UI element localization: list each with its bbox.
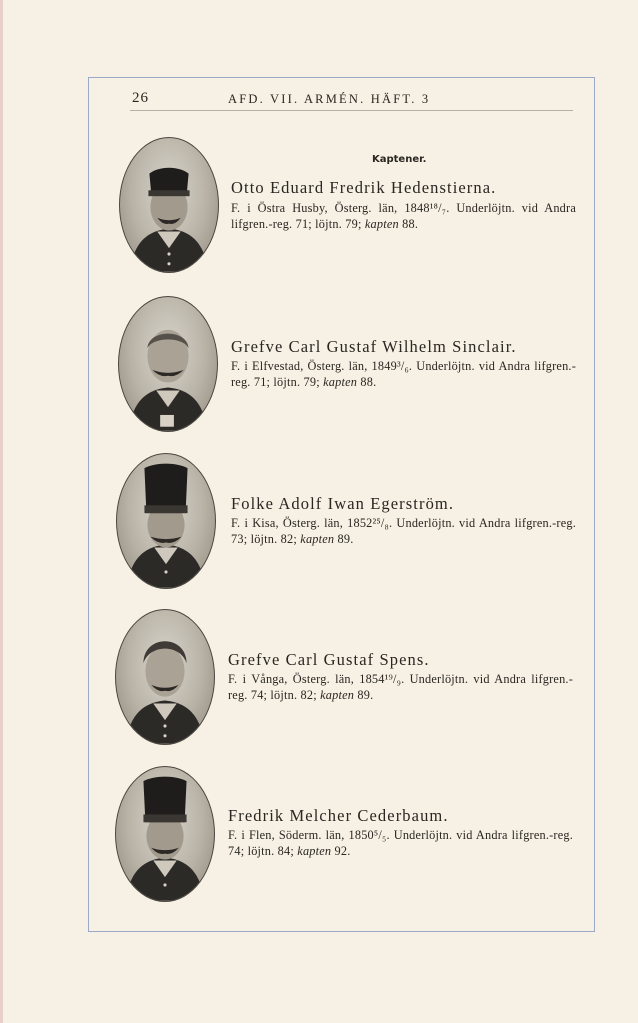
officer-bio bbox=[231, 200, 576, 232]
officer-bio bbox=[228, 671, 573, 703]
officer-name: Grefve Carl Gustaf Wilhelm Sinclair. bbox=[231, 337, 517, 356]
officer-bio bbox=[228, 827, 573, 859]
bio-rank-year: 89. bbox=[357, 688, 374, 702]
bio-text: F. i Elfvestad, Österg. län, 1849³/₆. Underlöjtn. vid Andra lifgren.-reg. 71; löjtn. 79; bbox=[231, 359, 576, 389]
officer-bio bbox=[231, 515, 576, 547]
officer-portrait bbox=[115, 609, 215, 745]
officer-portrait bbox=[116, 453, 216, 589]
bio-rank: kapten bbox=[323, 375, 358, 389]
officer-portrait bbox=[118, 296, 218, 432]
bio-rank: kapten bbox=[320, 688, 355, 702]
officer-name: Otto Eduard Fredrik Hedenstierna. bbox=[231, 178, 497, 197]
section-heading: Kaptener. bbox=[372, 154, 427, 165]
bio-text: F. i Vånga, Österg. län, 1854¹⁹/₉. Underlöjtn. vid Andra lifgren.-reg. 74; löjtn. 82; bbox=[228, 672, 573, 702]
officer-name: Folke Adolf Iwan Egerström. bbox=[231, 494, 455, 513]
page-number: 26 bbox=[132, 90, 149, 106]
bio-rank-year: 92. bbox=[334, 844, 351, 858]
officer-bio bbox=[231, 358, 576, 390]
bio-rank: kapten bbox=[364, 217, 399, 231]
running-head bbox=[132, 88, 572, 108]
officer-name: Grefve Carl Gustaf Spens. bbox=[228, 650, 430, 669]
page-edge bbox=[0, 0, 3, 1023]
bio-rank: kapten bbox=[297, 844, 332, 858]
bio-rank-year: 88. bbox=[360, 375, 377, 389]
bio-text: F. i Östra Husby, Österg. län, 1848¹⁸/₇. Underlöjtn. vid Andra lifgren.-reg. 71; löjtn. 79; bbox=[231, 201, 576, 231]
running-title: AFD. VII. ARMÉN. HÄFT. 3 bbox=[228, 92, 431, 106]
bio-rank-year: 89. bbox=[337, 532, 354, 546]
bio-rank-year: 88. bbox=[402, 217, 419, 231]
bio-text: F. i Flen, Söderm. län, 1850⁵/₅. Underlöjtn. vid Andra lifgren.-reg. 74; löjtn. 84; bbox=[228, 828, 573, 858]
officer-portrait bbox=[115, 766, 215, 902]
bio-text: F. i Kisa, Österg. län, 1852²⁵/₈. Underlöjtn. vid Andra lifgren.-reg. 73; löjtn. 82; bbox=[231, 516, 576, 546]
officer-portrait bbox=[119, 137, 219, 273]
bio-rank: kapten bbox=[300, 532, 335, 546]
officer-name: Fredrik Melcher Cederbaum. bbox=[228, 806, 449, 825]
header-rule bbox=[130, 110, 573, 111]
